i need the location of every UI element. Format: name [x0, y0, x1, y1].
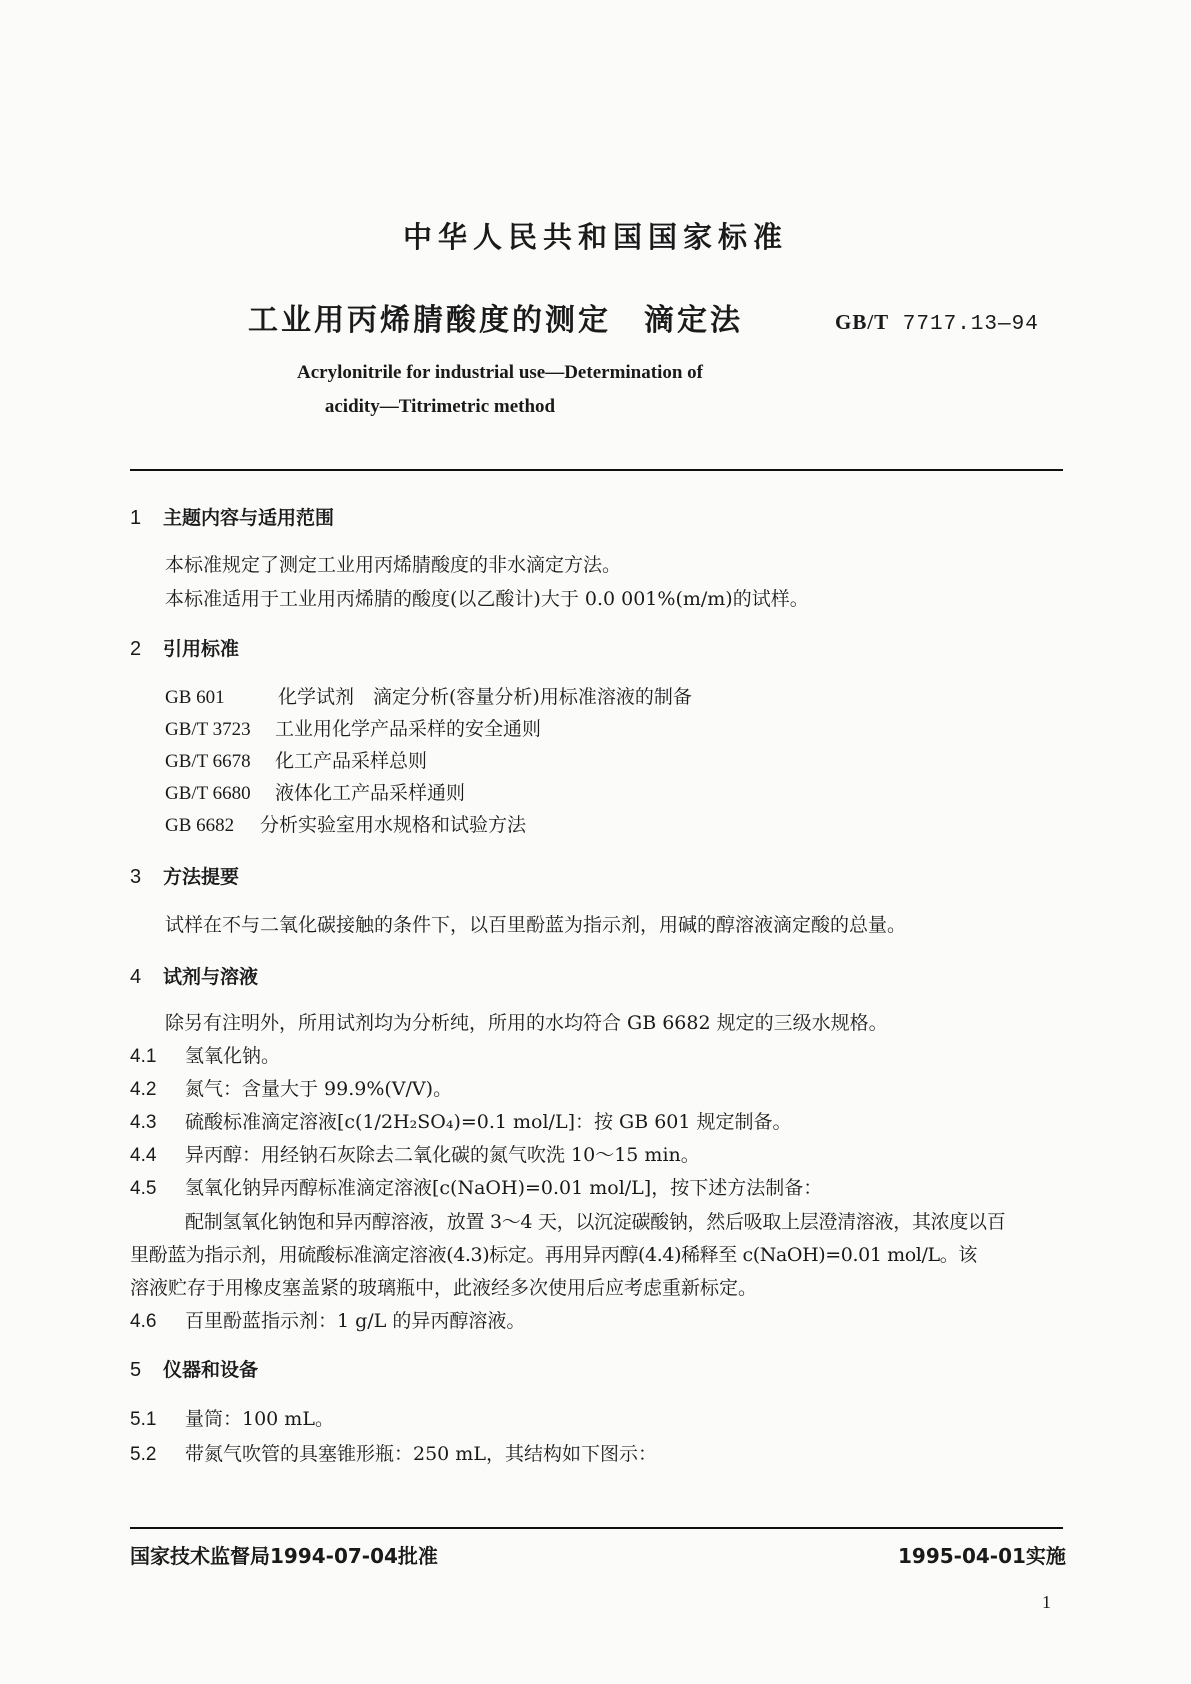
- section4-item: 4.6 百里酚蓝指示剂：1 g/L 的异丙醇溶液。: [130, 1310, 526, 1332]
- section-heading-1: 1 主题内容与适用范围: [130, 507, 335, 529]
- reference-item: GB/T 3723 工业用化学产品采样的安全通则: [165, 718, 542, 740]
- section1-para1: 本标准规定了测定工业用丙烯腈酸度的非水滴定方法。: [165, 554, 622, 576]
- section5-item: 5.2 带氮气吹管的具塞锥形瓶：250 mL，其结构如下图示：: [130, 1443, 657, 1465]
- standard-code: [835, 310, 1039, 336]
- section5-item: 5.1 量筒：100 mL。: [130, 1408, 334, 1430]
- section4-5-para-line3: 溶液贮存于用橡皮塞盖紧的玻璃瓶中，此液经多次使用后应考虑重新标定。: [130, 1277, 758, 1299]
- national-standard-heading: 中华人民共和国国家标准: [402, 220, 788, 254]
- reference-item: GB 6682 分析实验室用水规格和试验方法: [165, 814, 527, 836]
- section4-5-para-line2: 里酚蓝为指示剂，用硫酸标准滴定溶液(4.3)标定。再用异丙醇(4.4)稀释至 c(NaOH)=0.01 mol/L。该: [130, 1244, 977, 1266]
- section4-5-para-line1: 配制氢氧化钠饱和异丙醇溶液，放置 3～4 天，以沉淀碳酸钠，然后吸取上层澄清溶液，其浓度以百: [185, 1211, 1006, 1233]
- section4-item: 4.2 氮气：含量大于 99.9%(V/V)。: [130, 1078, 453, 1100]
- reference-item: GB 601 化学试剂 滴定分析(容量分析)用标准溶液的制备: [165, 686, 692, 708]
- header-rule: [130, 469, 1063, 471]
- section4-item: 4.4 异丙醇：用经钠石灰除去二氧化碳的氮气吹洗 10～15 min。: [130, 1144, 700, 1166]
- section4-item: 4.5 氢氧化钠异丙醇标准滴定溶液[c(NaOH)=0.01 mol/L]，按下述方法制备：: [130, 1177, 823, 1199]
- effective-date: 1995-04-01实施: [898, 1544, 1066, 1568]
- document-title-en-line2: acidity—Titrimetric method: [324, 396, 556, 417]
- section4-intro: 除另有注明外，所用试剂均为分析纯，所用的水均符合 GB 6682 规定的三级水规格。: [165, 1012, 888, 1034]
- section-heading-2: 2 引用标准: [130, 638, 240, 660]
- document-title-en-line1: Acrylonitrile for industrial use—Determination of: [297, 362, 703, 383]
- section-heading-4: 4 试剂与溶液: [130, 966, 259, 988]
- section1-para2: 本标准适用于工业用丙烯腈的酸度(以乙酸计)大于 0.0 001%(m/m)的试样。: [165, 588, 809, 610]
- document-title-cn: 工业用丙烯腈酸度的测定 滴定法: [248, 303, 743, 338]
- section3-para1: 试样在不与二氧化碳接触的条件下，以百里酚蓝为指示剂，用碱的醇溶液滴定酸的总量。: [165, 914, 907, 936]
- reference-item: GB/T 6678 化工产品采样总则: [165, 750, 428, 772]
- section-heading-5: 5 仪器和设备: [130, 1359, 259, 1381]
- reference-item: GB/T 6680 液体化工产品采样通则: [165, 782, 466, 804]
- section4-item: 4.1 氢氧化钠。: [130, 1045, 281, 1067]
- standard-code-prefix: GB/T: [835, 310, 890, 334]
- approval-statement: 国家技术监督局1994-07-04批准: [130, 1544, 438, 1568]
- section4-item: 4.3 硫酸标准滴定溶液[c(1/2H₂SO₄)=0.1 mol/L]：按 GB 601 规定制备。: [130, 1111, 792, 1133]
- page-number: 1: [1042, 1592, 1051, 1612]
- section-heading-3: 3 方法提要: [130, 866, 240, 888]
- standard-code-number: 7717.13—94: [902, 313, 1039, 336]
- footer-rule: [130, 1527, 1063, 1529]
